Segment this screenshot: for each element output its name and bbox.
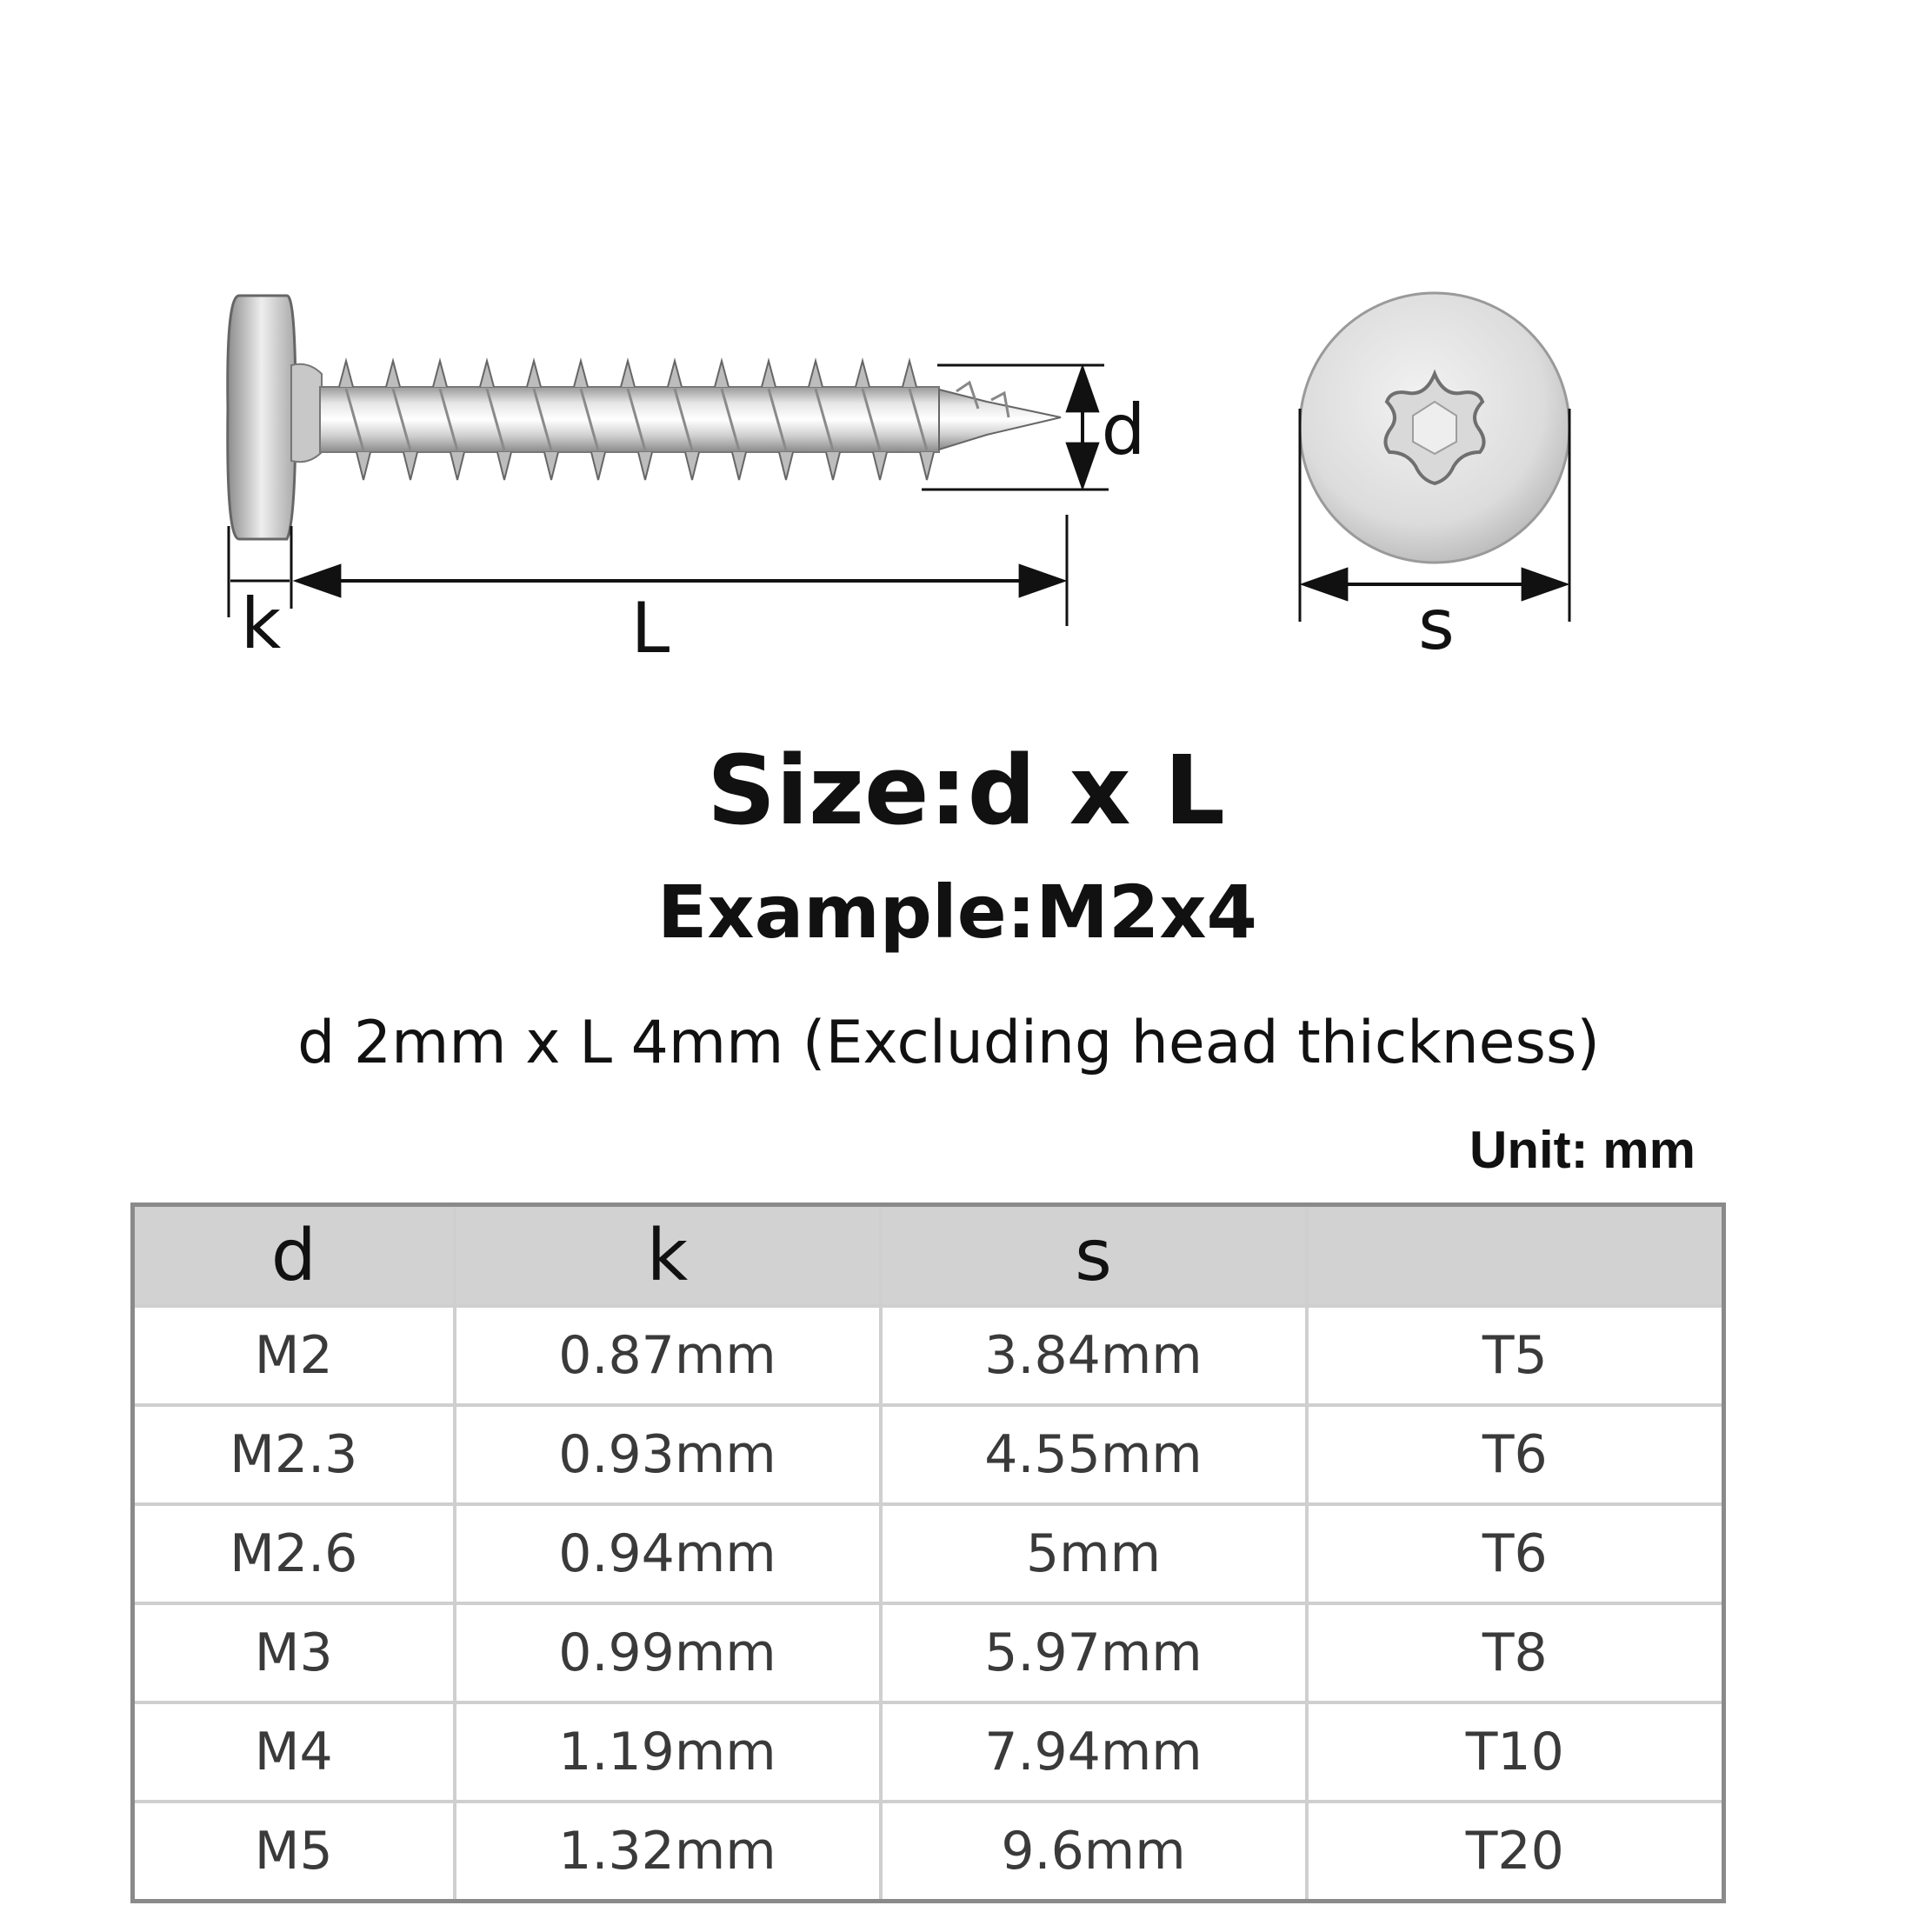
cell-k: 0.93mm xyxy=(455,1405,881,1504)
cell-s: 7.94mm xyxy=(881,1702,1307,1802)
cell-k: 0.99mm xyxy=(455,1603,881,1702)
cell-d: M4 xyxy=(133,1702,455,1802)
s-label: s xyxy=(1418,584,1455,665)
cell-drive: T8 xyxy=(1307,1603,1724,1702)
table-header-row xyxy=(133,1205,1724,1307)
cell-d: M5 xyxy=(133,1802,455,1902)
table-row xyxy=(133,1405,1724,1504)
table-row xyxy=(133,1603,1724,1702)
cell-s: 3.84mm xyxy=(881,1306,1307,1405)
cell-drive: T5 xyxy=(1307,1306,1724,1405)
cell-k: 1.32mm xyxy=(455,1802,881,1902)
header-drive xyxy=(1307,1205,1724,1307)
cell-d: M2 xyxy=(133,1306,455,1405)
table-row xyxy=(133,1702,1724,1802)
unit-label: Unit: mm xyxy=(1469,1121,1695,1179)
header-s: s xyxy=(881,1205,1307,1307)
cell-k: 0.87mm xyxy=(455,1306,881,1405)
table-row xyxy=(133,1802,1724,1902)
k-dimension xyxy=(229,526,291,664)
d-label: d xyxy=(1101,390,1146,470)
cell-d: M3 xyxy=(133,1603,455,1702)
size-description: d 2mm x L 4mm (Excluding head thickness) xyxy=(297,1009,1600,1077)
cell-k: 0.94mm xyxy=(455,1504,881,1603)
cell-s: 5.97mm xyxy=(881,1603,1307,1702)
specification-table xyxy=(130,1203,1726,1903)
cell-d: M2.6 xyxy=(133,1504,455,1603)
cell-s: 5mm xyxy=(881,1504,1307,1603)
L-label: L xyxy=(630,588,670,669)
size-formula-title: Size:d x L xyxy=(707,735,1225,846)
cell-drive: T6 xyxy=(1307,1504,1724,1603)
cell-s: 4.55mm xyxy=(881,1405,1307,1504)
cell-d: M2.3 xyxy=(133,1405,455,1504)
header-d: d xyxy=(133,1205,455,1307)
screw-head-top-view xyxy=(1300,293,1569,563)
size-example: Example:M2x4 xyxy=(657,869,1257,955)
cell-drive: T20 xyxy=(1307,1802,1724,1902)
cell-s: 9.6mm xyxy=(881,1802,1307,1902)
header-k: k xyxy=(455,1205,881,1307)
cell-drive: T10 xyxy=(1307,1702,1724,1802)
cell-drive: T6 xyxy=(1307,1405,1724,1504)
cell-k: 1.19mm xyxy=(455,1702,881,1802)
screw-side-view xyxy=(228,296,1061,539)
screw-dimension-diagram xyxy=(0,0,1932,696)
table-row xyxy=(133,1504,1724,1603)
k-label: k xyxy=(240,583,282,664)
L-dimension xyxy=(297,515,1067,669)
table-row xyxy=(133,1306,1724,1405)
